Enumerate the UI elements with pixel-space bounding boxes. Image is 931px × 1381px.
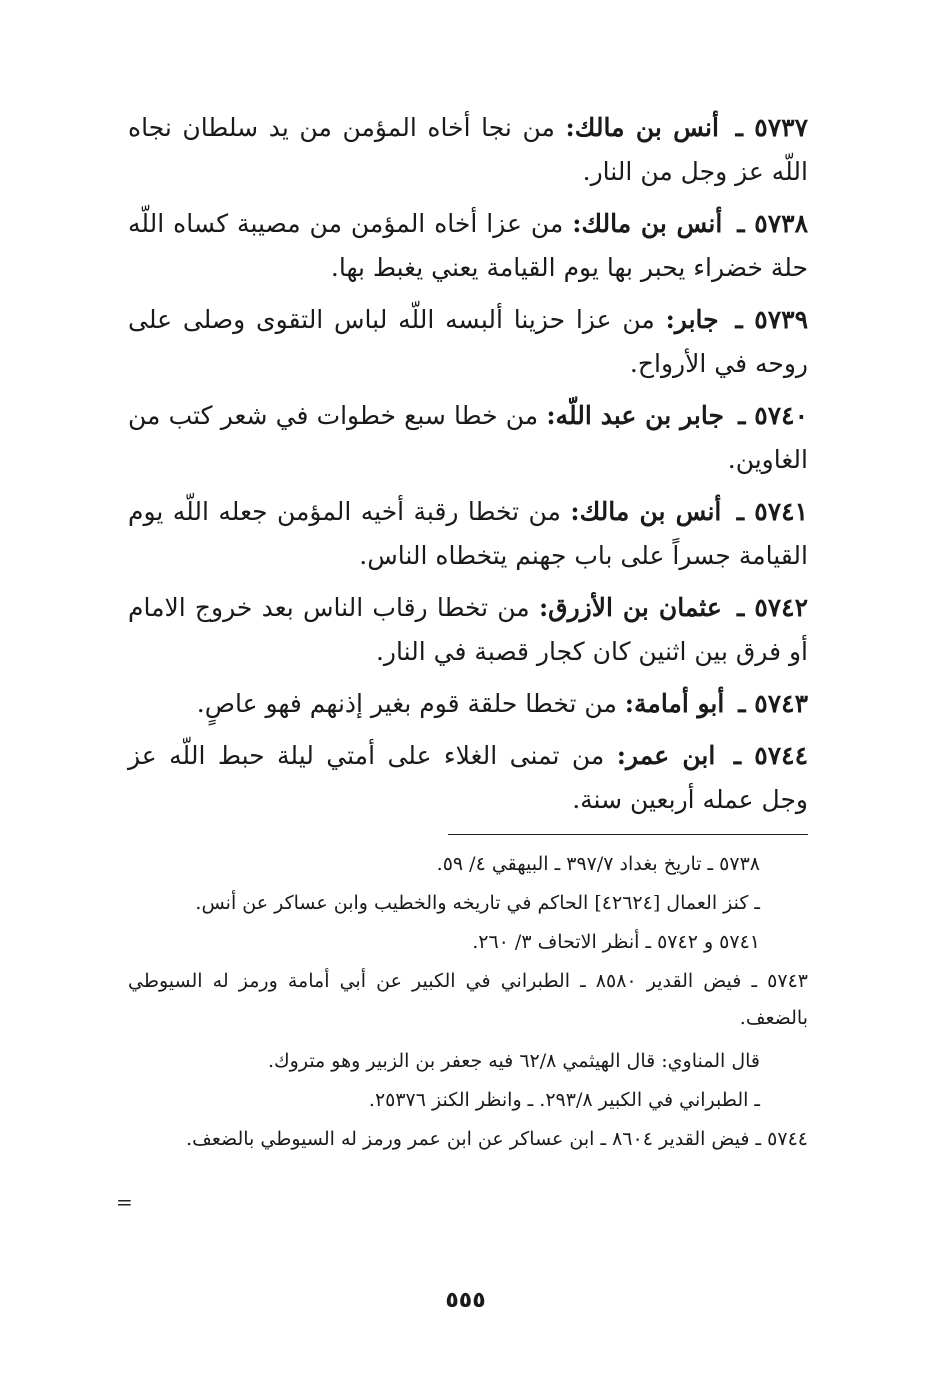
hadith-text: من تخطا حلقة قوم بغير إذنهم فهو عاصٍ. bbox=[196, 689, 617, 718]
hadith-entry bbox=[128, 202, 808, 290]
hadith-entry bbox=[128, 682, 808, 726]
hadith-number: ٥٧٣٨ ـ bbox=[737, 209, 809, 238]
hadith-text: من عزا حزينا ألبسه اللّه لباس التقوى وصلى على روحه في الأرواح. bbox=[128, 305, 808, 378]
footnote-divider bbox=[448, 834, 808, 835]
hadith-text: من تخطا رقاب الناس بعد خروج الامام أو فرق بين اثنين كان كجار قصبة في النار. bbox=[128, 593, 808, 666]
hadith-text: من تمنى الغلاء على أمتي ليلة حبط اللّه عز وجل عمله أربعين سنة. bbox=[128, 741, 808, 814]
footnote: قال المناوي: قال الهيثمي ٦٢/٨ فيه جعفر بن الزبير وهو متروك. bbox=[267, 1050, 760, 1072]
hadith-text: من نجا أخاه المؤمن من يد سلطان نجاه اللّه عز وجل من النار. bbox=[128, 113, 808, 186]
hadith-entry bbox=[128, 394, 808, 482]
hadith-entry bbox=[128, 490, 808, 578]
page-number: ٥٥٥ bbox=[445, 1288, 486, 1313]
hadith-number: ٥٧٣٩ ـ bbox=[735, 305, 809, 334]
hadith-narrator: جابر: bbox=[665, 305, 719, 334]
footnote: ٥٧٤١ و ٥٧٤٢ ـ أنظر الاتحاف ٣/ ٢٦٠. bbox=[472, 931, 760, 953]
hadith-list bbox=[128, 106, 808, 830]
hadith-number: ٥٧٤١ ـ bbox=[736, 497, 808, 526]
hadith-number: ٥٧٤٤ ـ bbox=[733, 741, 809, 770]
hadith-narrator: جابر بن عبد اللّه: bbox=[546, 401, 724, 430]
footnote: ٥٧٤٣ ـ فيض القدير ٨٥٨٠ ـ الطبراني في الكبير عن أبي أمامة ورمز له السيوطي بالضعف. bbox=[128, 970, 808, 1029]
hadith-narrator: أنس بن مالك: bbox=[572, 209, 723, 238]
hadith-narrator: أبو أمامة: bbox=[624, 689, 725, 718]
hadith-entry bbox=[128, 586, 808, 674]
hadith-narrator: أنس بن مالك: bbox=[570, 497, 722, 526]
continuation-mark: = bbox=[116, 1190, 133, 1214]
footnote: ٥٧٤٤ ـ فيض القدير ٨٦٠٤ ـ ابن عساكر عن ابن عمر ورمز له السيوطي بالضعف. bbox=[186, 1128, 808, 1150]
hadith-entry bbox=[128, 298, 808, 386]
footnote: ـ الطبراني في الكبير ٢٩٣/٨. ـ وانظر الكنز ٢٥٣٧٦. bbox=[368, 1089, 760, 1111]
hadith-number: ٥٧٤٠ ـ bbox=[738, 401, 809, 430]
hadith-narrator: أنس بن مالك: bbox=[565, 113, 719, 142]
footnote: ٥٧٣٨ ـ تاريخ بغداد ٣٩٧/٧ ـ البيهقي ٤/ ٥٩. bbox=[436, 853, 760, 875]
hadith-entry bbox=[128, 734, 808, 822]
footnote: ـ كنز العمال [٤٢٦٢٤] الحاكم في تاريخه والخطيب وابن عساكر عن أنس. bbox=[195, 892, 760, 914]
hadith-narrator: ابن عمر: bbox=[616, 741, 716, 770]
hadith-number: ٥٧٤٣ ـ bbox=[738, 689, 808, 718]
hadith-number: ٥٧٣٧ ـ bbox=[735, 113, 809, 142]
hadith-narrator: عثمان بن الأزرق: bbox=[538, 593, 722, 622]
hadith-number: ٥٧٤٢ ـ bbox=[737, 593, 809, 622]
hadith-text: من خطا سبع خطوات في شعر كتب من الغاوين. bbox=[128, 401, 808, 474]
hadith-text: من عزا أخاه المؤمن من مصيبة كساه اللّه حلة خضراء يحبر بها يوم القيامة يعني يغبط بها. bbox=[128, 209, 808, 282]
footnotes bbox=[128, 846, 808, 1164]
hadith-text: من تخطا رقبة أخيه المؤمن جعله اللّه يوم القيامة جسراً على باب جهنم يتخطاه الناس. bbox=[128, 497, 808, 570]
hadith-entry bbox=[128, 106, 808, 194]
